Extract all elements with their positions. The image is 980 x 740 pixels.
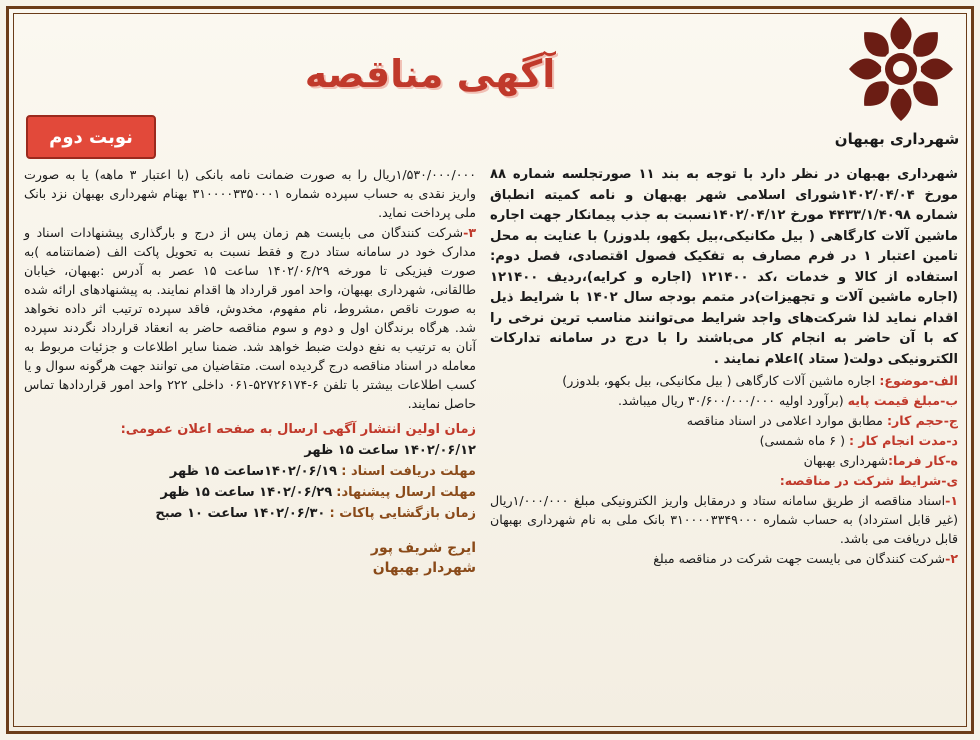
schedule-row: زمان اولین انتشار آگهی ارسال به صفحه اعلان عمومی: ۱۴۰۲/۰۶/۱۲ ساعت ۱۵ ظهر xyxy=(120,422,476,458)
signature-title: شهردار بهبهان xyxy=(372,560,476,576)
condition-1: ۱-اسناد مناقصه از طریق سامانه ستاد و درمقابل واریز الکترونیکی مبلغ ۱/۰۰۰/۰۰۰ریال (غیر قابل استرداد) به حساب شماره ۳۱۰۰۰۰۳۳۴۹۰۰۰ بانک ملی به نام شهرداری بهبهان قابل دریافت می باشد. xyxy=(490,493,958,546)
condition-3: ۳-شرکت کنندگان می بایست هم زمان پس از درج و بارگذاری پیشنهادات اسناد و مدارک خود در سامانه ستاد درج و فقط نسبت به تحویل پاکت الف (ضمانتنامه )به صورت فیزیکی تا مورخه ۱۴۰۲/۰۶/۲۹ ساعت ۱۵ عصر به آدرس :بهبهان، خیابان طالقانی، شهرداری بهبهان، واحد امور قرارداد ها اقدام نمایند. به پیشنهادهای ارائه شده به صورت ناقص ،مشروط، نام مفهوم، مخدوش، فاقد سپرده ترتیب اثر داده نخواهد شد. هرگاه برندگان اول و دوم و سوم مناقصه حاضر به انعقاد قرارداد نگردند سپرده آنان به ترتیب به نفع دولت ضبط خواهد شد. ضمنا سایر اطلاعات و جزئیات مربوط به معامله در اسناد مناقصه درج گردیده است. متقاضیان می توانند جهت هرگونه سوال و یا کسب اطلاعات بیشتر با تلفن ۶-۵۲۷۲۶۱۷۴-۰۶۱ داخلی ۲۲۲ واحد امور قراردادها تماس حاصل نمایند. xyxy=(24,225,476,411)
schedule xyxy=(24,419,476,524)
page-title: آگهی مناقصه xyxy=(304,52,556,96)
right-column xyxy=(490,165,958,569)
second-round-badge: نوبت دوم xyxy=(26,115,156,159)
left-column xyxy=(24,165,476,578)
item-work-volume: ج-حجم کار: مطابق موارد اعلامی در اسناد مناقصه xyxy=(686,413,958,428)
schedule-row: مهلت ارسال پیشنهاد: ۱۴۰۲/۰۶/۲۹ ساعت ۱۵ ظهر xyxy=(160,485,476,500)
signature-block xyxy=(24,538,476,578)
intro-paragraph: شهرداری بهبهان در نظر دارد با توجه به بند ۱۱ صورتجلسه شماره ۸۸ مورخ ۱۴۰۲/۰۴/۰۴شورای اسلامی شهر بهبهان و نامه کمیته انطباق شماره ۴۴۳۳/۱/۴۰۹۸ مورخ ۱۴۰۲/۰۴/۱۲نسبت به جذب پیمانکار جهت اجاره ماشین آلات کارگاهی ( بیل مکانیکی،بیل بکهو، بلدوزر) با عنایت به محل تامین اعتبار ۱ در فرم مصارف به تفکیک فصول اقتصادی، فصل دوم: استفاده از کالا و خدمات ،کد ۱۲۱۴۰۰ (اجاره و کرایه)،ردیف ۱۲۱۴۰۰ (اجاره ماشین آلات و تجهیزات)در متمم بودجه سال ۱۴۰۲ با شرایط ذیل اقدام نماید لذا شرکت‌های واجد شرایط می‌توانند مناسب ترین نرخی را که با آن حاضر به انجام کار می‌باشند را با درج در سامانه تدارکات الکترونیکی دولت( ستاد )اعلام نمایند . xyxy=(490,167,958,367)
item-duration: د-مدت انجام کار : ( ۶ ماه شمسی) xyxy=(759,433,958,448)
schedule-row: مهلت دریافت اسناد : ۱۴۰۲/۰۶/۱۹ساعت ۱۵ ظهر xyxy=(169,464,476,479)
municipality-logo-icon xyxy=(846,14,956,124)
signature-name: ایرج شریف پور xyxy=(370,540,476,556)
item-employer: ه-کار فرما:شهرداری بهبهان xyxy=(803,453,958,468)
conditions-title: ی-شرایط شرکت در مناقصه: xyxy=(779,473,958,488)
condition-2: ۲-شرکت کنندگان می بایست جهت شرکت در مناقصه مبلغ xyxy=(653,551,958,566)
item-subject: الف-موضوع: اجاره ماشین آلات کارگاهی ( بیل مکانیکی، بیل بکهو، بلدوزر) xyxy=(562,373,958,388)
schedule-row: زمان بازگشایی پاکات : ۱۴۰۲/۰۶/۳۰ ساعت ۱۰ صبح xyxy=(155,506,476,521)
organization-name: شهرداری بهبهان xyxy=(834,130,960,148)
guarantee-paragraph: ۱/۵۳۰/۰۰۰/۰۰۰ریال را به صورت ضمانت نامه بانکی (با اعتبار ۳ ماهه) یا به صورت واریز نقدی به حساب سپرده شماره ۳۱۰۰۰۰۳۳۵۰۰۰۱ بهنام شهرداری بهبهان نزد بانک ملی پرداخت نماید. xyxy=(24,167,477,220)
item-base-price: ب-مبلغ قیمت پایه (برآورد اولیه ۳۰/۶۰۰/۰۰۰/۰۰۰ ریال میباشد. xyxy=(617,393,958,408)
